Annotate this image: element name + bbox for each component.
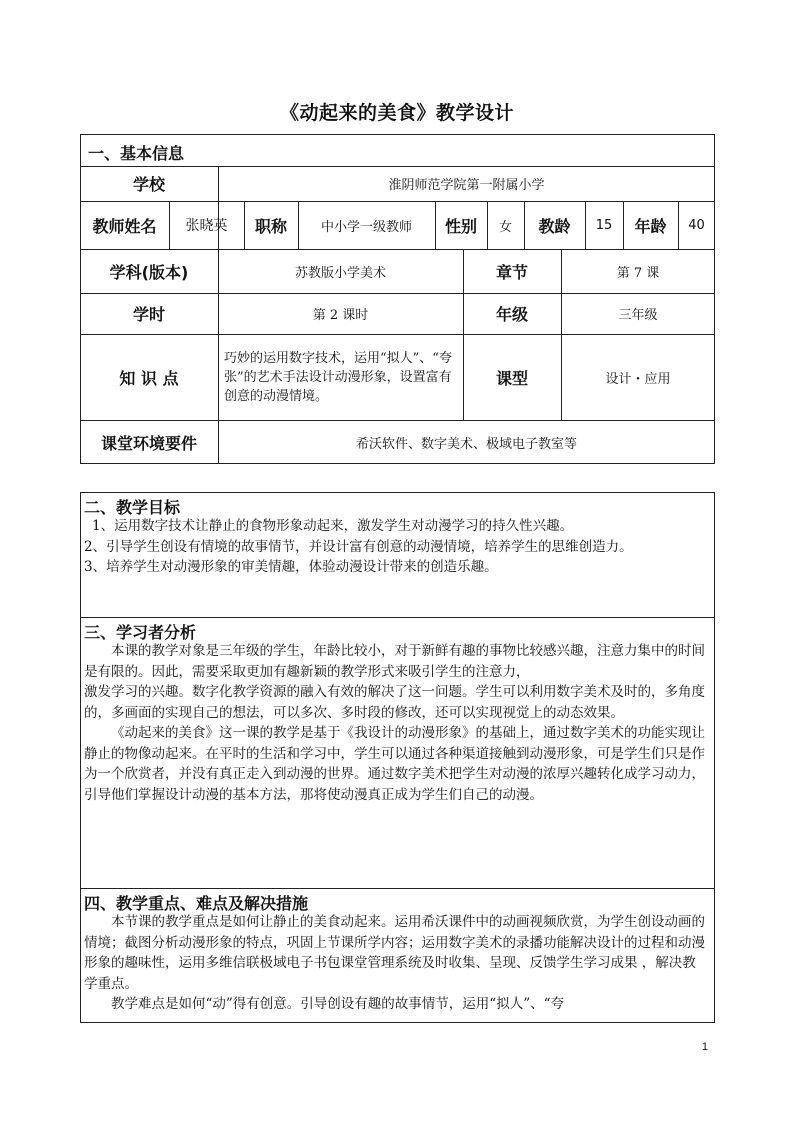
objective-item: 2、引导学生创设有情境的故事情节，并设计富有创意的动漫情境，培养学生的思维创造力。 xyxy=(84,538,633,555)
paragraph: 本课的教学对象是三年级的学生，年龄比较小，对于新鲜有趣的事物比较感兴趣，注意力集中的时间是有限的。因此，需要采取更加有趣新颖的教学形式来吸引学生的注意力， xyxy=(84,643,705,680)
knowledge-value: 巧妙的运用数字技术，运用“拟人”、“夸张”的艺术手法设计动漫形象，设置富有创意的动漫情境。 xyxy=(224,350,452,404)
teacher-value: 张晓英 xyxy=(185,218,228,234)
teacher-label: 教师姓名 xyxy=(92,216,157,236)
rank-label: 职称 xyxy=(254,216,287,236)
rank-value: 中小学一级教师 xyxy=(320,219,412,235)
gender-label: 性别 xyxy=(444,216,477,236)
type-value: 设计・应用 xyxy=(605,371,671,387)
objective-item: 1、运用数字技术让静止的食物形象动起来，激发学生对动漫学习的持久性兴趣。 xyxy=(92,518,574,534)
key-points-text xyxy=(84,912,709,1020)
grade-value: 三年级 xyxy=(618,308,658,323)
section-heading-learner-analysis: 三、学习者分析 xyxy=(84,623,197,642)
gender-value: 女 xyxy=(498,219,512,235)
paragraph: 《动起来的美食》这一课的教学是基于《我设计的动漫形象》的基础上，通过数字美术的功能实现让静止的物像动起来。在平时的生活和学习中，学生可以通过各种渠道接触到动漫形象，可是学生们只是作为一个欣赏者，并没有真正走入到动漫的世界。通过数字美术把学生对动漫的浓厚兴趣转化成学习动力，引导他们掌握设计动漫的基本方法，那将使动漫真正成为学生们自己的动漫。 xyxy=(84,725,705,803)
chapter-label: 章节 xyxy=(495,262,528,282)
learner-analysis-text xyxy=(84,641,709,805)
environment-label: 课堂环境要件 xyxy=(100,433,197,453)
environment-value: 希沃软件、数字美术、极域电子教室等 xyxy=(355,436,577,452)
years-value: 15 xyxy=(595,217,613,233)
objective-item: 3、培养学生对动漫形象的审美情趣，体验动漫设计带来的创造乐趣。 xyxy=(84,559,498,575)
section-heading-basic-info: 一、基本信息 xyxy=(88,144,185,163)
paragraph: 教学难点是如何“动”得有创意。引导创设有趣的故事情节，运用“拟人”、“夸 xyxy=(111,996,565,1012)
age-value: 40 xyxy=(688,217,705,233)
page-number: 1 xyxy=(701,1041,708,1053)
objectives-list xyxy=(84,516,709,578)
age-label: 年龄 xyxy=(634,216,667,236)
paragraph: 本节课的教学重点是如何让静止的美食动起来。运用希沃课件中的动画视频欣赏，为学生创设动画的情境；截图分析动漫形象的特点，巩固上节课所学内容；运用数字美术的录播功能解决设计的过程和动漫形象的趣味性，运用多维信联极域电子书包课堂管理系统及时收集、呈现、反馈学生学习成果 ，解决教学重点。 xyxy=(84,914,705,992)
subject-label: 学科(版本) xyxy=(109,262,189,282)
period-label: 学时 xyxy=(132,305,165,324)
chapter-value: 第 7 课 xyxy=(616,265,660,281)
paragraph: 激发学习的兴趣。数字化教学资源的融入有效的解决了这一问题。学生可以利用数字美术及时的，多角度的，多画面的实现自己的想法，可以多次、多时段的修改，还可以实现视觉上的动态效果。 xyxy=(84,684,705,721)
section-heading-objectives: 二、教学目标 xyxy=(84,498,181,517)
subject-value: 苏教版小学美术 xyxy=(294,265,386,281)
type-label: 课型 xyxy=(495,368,528,388)
document-title: 《动起来的美食》教学设计 xyxy=(279,102,514,124)
school-label: 学校 xyxy=(132,175,165,194)
years-label: 教龄 xyxy=(538,216,571,236)
section-heading-key-points: 四、教学重点、难点及解决措施 xyxy=(84,894,309,913)
knowledge-label: 知 识 点 xyxy=(119,368,179,388)
grade-label: 年级 xyxy=(495,305,528,324)
period-value: 第 2 课时 xyxy=(312,308,369,323)
school-value: 淮阴师范学院第一附属小学 xyxy=(388,178,545,193)
